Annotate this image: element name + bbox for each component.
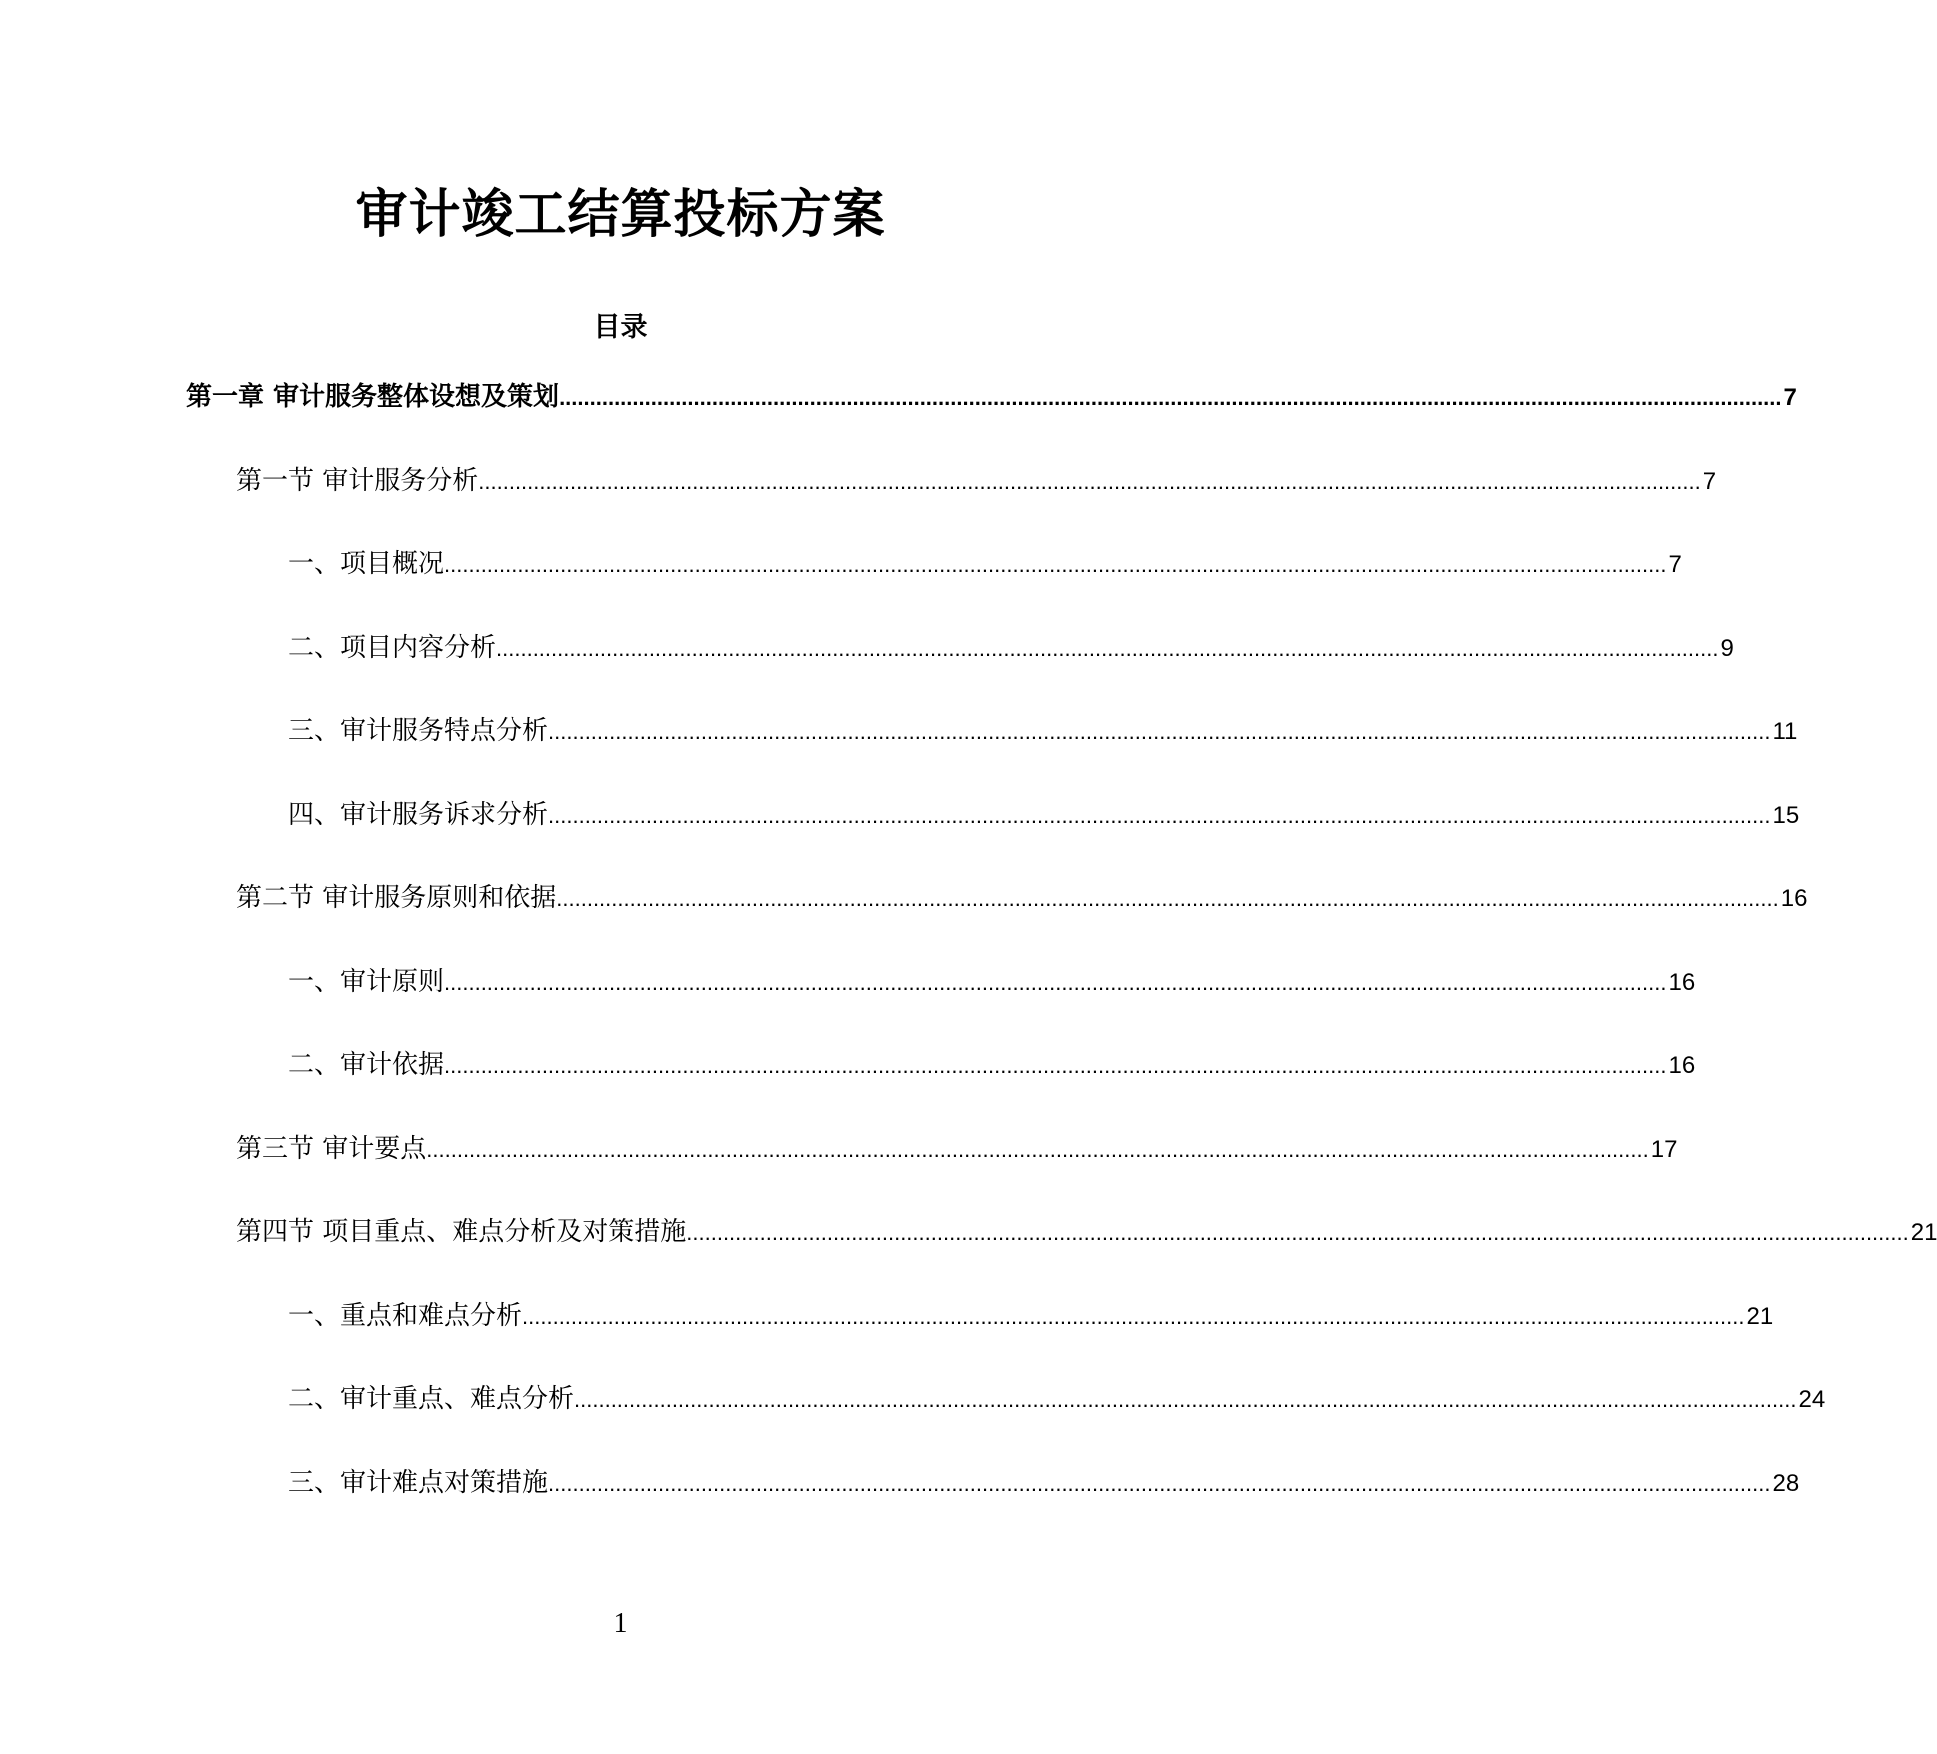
toc-entry-label: 二、审计重点、难点分析 xyxy=(288,1384,575,1414)
toc-entry-label: 三、审计难点对策措施 xyxy=(288,1467,549,1498)
toc-entry[interactable] xyxy=(288,542,1682,586)
toc-entry[interactable] xyxy=(186,375,1797,419)
toc-entry-page: 7 xyxy=(1783,384,1797,411)
toc-entry-page: 15 xyxy=(1772,801,1800,829)
toc-entry-label: 第一章 审计服务整体设想及策划 xyxy=(186,382,560,412)
toc-entry-page: 21 xyxy=(1746,1302,1774,1330)
toc-entry-label: 第三节 审计要点 xyxy=(236,1133,427,1164)
page-number: 1 xyxy=(613,1608,628,1639)
toc-entry-label: 一、重点和难点分析 xyxy=(288,1300,523,1331)
toc-entry-label: 第一节 审计服务分析 xyxy=(236,465,479,496)
document-title: 审计竣工结算投标方案 xyxy=(355,185,886,245)
toc-entry[interactable] xyxy=(288,1377,1826,1421)
toc-entry-page: 16 xyxy=(1668,1052,1696,1079)
toc-leader: ........................................................................................................................................................................................................ xyxy=(548,802,1771,828)
toc-leader: ........................................................................................................................................................................................................ xyxy=(444,1053,1667,1078)
toc-entry[interactable] xyxy=(288,793,1800,837)
toc-entry[interactable] xyxy=(288,626,1734,670)
toc-entry-page: 16 xyxy=(1780,885,1808,912)
toc-entry[interactable] xyxy=(236,876,1808,920)
toc-leader: ........................................................................................................................................................................................................ xyxy=(548,1470,1771,1496)
toc-entry-page: 24 xyxy=(1798,1386,1826,1413)
toc-leader: ........................................................................................................................................................................................................ xyxy=(556,886,1779,911)
toc-entry[interactable] xyxy=(288,709,1798,753)
toc-entry-page: 7 xyxy=(1668,551,1682,578)
toc-entry-page: 21 xyxy=(1910,1219,1937,1246)
toc-entry-label: 四、审计服务诉求分析 xyxy=(288,799,549,830)
toc-leader: ........................................................................................................................................................................................................ xyxy=(548,719,1771,744)
toc-entry-label: 三、审计服务特点分析 xyxy=(288,716,549,746)
toc-leader: ........................................................................................................................................................................................................ xyxy=(574,1387,1797,1412)
toc-leader: ........................................................................................................................................................................................................ xyxy=(559,385,1782,410)
toc-heading: 目录 xyxy=(593,312,648,343)
toc-entry-label: 二、项目内容分析 xyxy=(288,632,497,663)
toc-leader: ........................................................................................................................................................................................................ xyxy=(426,1136,1649,1162)
toc-entry[interactable] xyxy=(236,1127,1678,1171)
toc-entry[interactable] xyxy=(236,1210,1937,1254)
toc-entry-page: 28 xyxy=(1772,1469,1800,1497)
toc-entry-page: 16 xyxy=(1668,968,1696,996)
toc-leader: ........................................................................................................................................................................................................ xyxy=(444,969,1667,995)
toc-entry-label: 第二节 审计服务原则和依据 xyxy=(236,883,557,913)
toc-leader: ........................................................................................................................................................................................................ xyxy=(522,1303,1745,1329)
toc-leader: ........................................................................................................................................................................................................ xyxy=(686,1220,1909,1245)
toc-entry[interactable] xyxy=(288,1294,1774,1338)
toc-entry-page: 17 xyxy=(1650,1135,1678,1163)
toc-entry[interactable] xyxy=(236,459,1717,503)
toc-entry[interactable] xyxy=(288,1461,1800,1505)
toc-leader: ........................................................................................................................................................................................................ xyxy=(496,635,1719,661)
toc-entry-label: 第四节 项目重点、难点分析及对策措施 xyxy=(236,1217,687,1247)
toc-entry-page: 7 xyxy=(1702,467,1717,495)
toc-leader: ........................................................................................................................................................................................................ xyxy=(478,468,1701,494)
toc-entry[interactable] xyxy=(288,1043,1696,1087)
toc-entry-label: 二、审计依据 xyxy=(288,1050,445,1080)
toc-entry-label: 一、审计原则 xyxy=(288,966,445,997)
toc-entry-page: 11 xyxy=(1772,718,1798,745)
toc-entry-label: 一、项目概况 xyxy=(288,549,445,579)
toc-entry-page: 9 xyxy=(1720,634,1734,662)
toc-entry[interactable] xyxy=(288,960,1696,1004)
toc-leader: ........................................................................................................................................................................................................ xyxy=(444,552,1667,577)
